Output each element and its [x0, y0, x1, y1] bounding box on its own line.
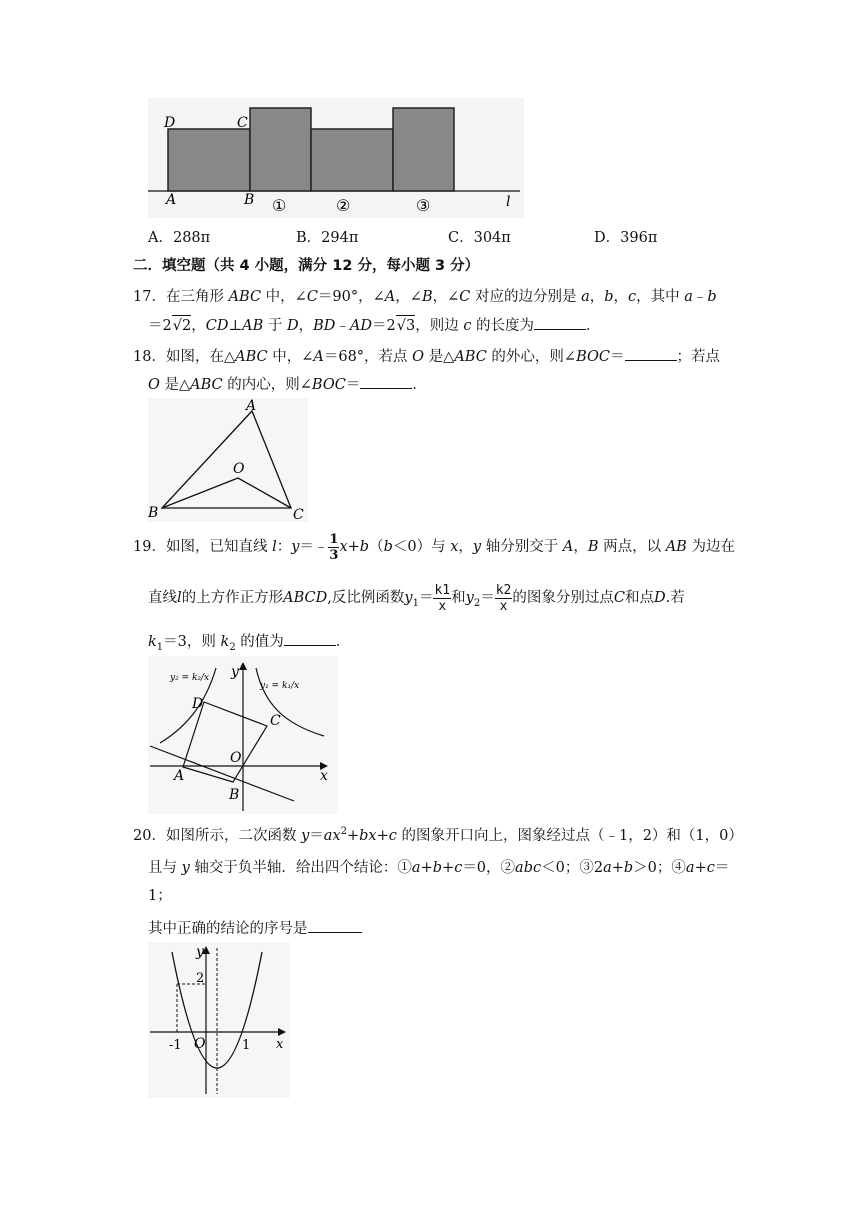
var: b [707, 289, 717, 305]
text: ﹣ [335, 318, 350, 334]
text: 中，∠ [267, 349, 314, 365]
answer-blank[interactable] [360, 374, 412, 389]
question-number: 17． [133, 289, 166, 305]
text: 中，∠ [261, 289, 307, 305]
var: AB [242, 318, 264, 334]
answer-blank[interactable] [625, 346, 677, 361]
text: 为边在 [686, 539, 735, 555]
var: B [421, 289, 433, 305]
var: A [562, 539, 574, 555]
label-x: x [320, 768, 328, 784]
label-neg1: -1 [169, 1038, 182, 1053]
text: ， [191, 318, 206, 334]
var: O [412, 349, 425, 365]
label-y2-formula: y₂ = k₂/x [170, 673, 210, 683]
rectangle-abcd [168, 129, 250, 191]
var: CD [205, 318, 229, 334]
q18-triangle-figure [148, 398, 308, 522]
var: AB [665, 539, 687, 555]
option-letter: A． [148, 230, 173, 246]
text: 的值为 [235, 634, 284, 650]
var: A [384, 289, 396, 305]
var: abc [515, 860, 542, 876]
var: x [450, 539, 459, 555]
text: 对应的边分别是 [470, 289, 582, 305]
text: 于 [263, 318, 287, 334]
text: ＝ [610, 349, 625, 365]
label-circle-3: ③ [416, 196, 431, 215]
option-value: 294π [321, 230, 359, 246]
subscript: 1 [412, 597, 419, 609]
option-c [448, 228, 511, 248]
text: ＝2 [148, 318, 172, 334]
var: D [286, 318, 299, 334]
label-o: O [233, 461, 245, 477]
text: + [346, 828, 360, 844]
var: a [581, 289, 590, 305]
denominator: x [499, 598, 508, 614]
q19-square-hyperbola-figure [148, 656, 338, 814]
var: a [411, 860, 421, 876]
text: ＝0，② [462, 860, 516, 876]
var: y [465, 590, 474, 606]
option-letter: D． [594, 230, 621, 246]
var: a [684, 289, 693, 305]
label-a: A [246, 398, 257, 414]
label-o: O [230, 750, 242, 766]
section-heading: 二．填空题（共 4 小题，满分 12 分，每小题 3 分） [133, 258, 480, 274]
text: ﹣ [692, 289, 708, 305]
label-c: C [270, 713, 281, 729]
text: 轴交于负半轴．给出四个结论：① [189, 860, 412, 876]
denominator: x [438, 598, 447, 614]
denominator: 3 [329, 547, 339, 563]
numerator-sub: 2 [503, 582, 512, 598]
text: 是△ [424, 349, 455, 365]
text: ，∠ [395, 289, 422, 305]
var: D [653, 590, 666, 606]
var: ABC [454, 349, 487, 365]
text: ＜0）与 [392, 539, 451, 555]
var: b [604, 289, 614, 305]
radicand: 3 [405, 318, 416, 334]
text: ＝ [345, 377, 361, 393]
q19-line2 [148, 578, 685, 618]
numerator: k [495, 582, 504, 598]
var: ABCD [283, 590, 328, 606]
option-value: 288π [172, 230, 211, 246]
var: c [463, 318, 472, 334]
text: 直线 [148, 590, 177, 606]
sqrt-2: √2 [172, 315, 191, 336]
label-c: C [237, 115, 248, 131]
text: 两点，以 [598, 539, 666, 555]
var: c [388, 828, 397, 844]
rectangle-2 [311, 129, 393, 191]
text: ⊥ [228, 318, 243, 334]
var: b [623, 860, 634, 876]
q17-line1 [133, 287, 717, 307]
var: AD [349, 318, 372, 334]
label-b: B [244, 192, 255, 208]
text: ， [573, 539, 588, 555]
superscript: 2 [340, 826, 347, 838]
text: 的图象开口向上，图象经过点（﹣1，2）和（1，0） [396, 828, 743, 844]
text: ＝68°，若点 [323, 349, 413, 365]
text: ＝ [309, 828, 324, 844]
var: k [220, 634, 230, 650]
answer-blank[interactable] [534, 315, 586, 330]
option-value: 304π [473, 230, 511, 246]
text: + [442, 860, 455, 876]
label-circle-2: ② [336, 196, 351, 215]
var: x [339, 539, 348, 555]
label-d: D [192, 696, 204, 712]
text: 如图，已知直线 [165, 539, 273, 555]
answer-blank[interactable] [308, 918, 362, 933]
var: l [272, 539, 277, 555]
text: 是△ [159, 377, 191, 393]
text: 的长度为 [471, 318, 535, 334]
fraction-k1-over-x [433, 583, 451, 614]
q16-rectangles-figure [148, 98, 524, 218]
text: 的内心，则∠ [222, 377, 312, 393]
var: A [313, 349, 324, 365]
text: 其中正确的结论的序号是 [148, 921, 308, 937]
label-b: B [148, 505, 159, 521]
option-d [594, 228, 657, 248]
text: 如图，在△ [165, 349, 236, 365]
var: c [628, 289, 637, 305]
var: y [301, 828, 310, 844]
text: ． [335, 634, 351, 650]
text: + [376, 828, 389, 844]
text: ， [613, 289, 629, 305]
text: ＝2 [371, 318, 396, 334]
option-b [296, 228, 358, 248]
text: 在三角形 [165, 289, 229, 305]
numerator-sub: 1 [442, 582, 451, 598]
fraction-one-third [328, 532, 339, 563]
text: 如图所示，二次函数 [165, 828, 302, 844]
q20-line4 [148, 918, 362, 939]
var: C [306, 289, 318, 305]
option-a [148, 228, 210, 248]
fraction-k2-over-x [495, 583, 513, 614]
text: 轴分别交于 [481, 539, 563, 555]
text: ． [586, 318, 601, 334]
text: ， [458, 539, 473, 555]
text: ，则边 [415, 318, 464, 334]
text: + [420, 860, 433, 876]
label-d: D [164, 115, 176, 131]
label-y1-formula: y₁ = k₁/x [260, 681, 300, 691]
label-a: A [166, 192, 177, 208]
var: BD [313, 318, 336, 334]
label-x: x [276, 1037, 284, 1052]
numerator: k [434, 582, 443, 598]
option-letter: C． [448, 230, 474, 246]
sqrt-3: √3 [396, 315, 415, 336]
q18-line2 [148, 374, 427, 395]
subscript: 2 [229, 641, 236, 653]
text: ，其中 [636, 289, 685, 305]
var: b [432, 860, 443, 876]
numerator: 1 [329, 531, 339, 547]
text: ＝﹣ [299, 539, 329, 555]
var: BOC [576, 349, 611, 365]
label-one: 1 [242, 1038, 251, 1053]
square-1 [250, 108, 311, 191]
var: ax [323, 828, 341, 844]
radicand: 2 [181, 318, 192, 334]
text: 的外心，则∠ [486, 349, 577, 365]
text: .若 [665, 590, 685, 606]
var: k [148, 634, 157, 650]
question-number: 19． [133, 539, 166, 555]
label-a: A [174, 768, 185, 784]
var: y [472, 539, 482, 555]
fig20-background [148, 942, 290, 1098]
var: B [587, 539, 599, 555]
var: O [148, 377, 160, 393]
q20-line1 [133, 826, 743, 846]
text: 和 [451, 590, 466, 606]
label-c: C [293, 507, 304, 522]
text: ＜0；③2 [541, 860, 604, 876]
text: ． [412, 377, 427, 393]
var: y [291, 539, 300, 555]
var: bx [359, 828, 377, 844]
question-number: 20． [133, 828, 166, 844]
var: c [706, 860, 715, 876]
var: y [181, 860, 190, 876]
subscript: 1 [156, 641, 164, 653]
q19-line3 [148, 631, 350, 652]
text: ＝3，则 [163, 634, 221, 650]
text: ＝90°，∠ [317, 289, 385, 305]
text: ，∠ [432, 289, 460, 305]
var: b [359, 539, 370, 555]
var: a [685, 860, 695, 876]
option-letter: B． [296, 230, 322, 246]
var: ABC [235, 349, 268, 365]
q17-line2 [148, 315, 601, 336]
text: ；若点 [676, 349, 721, 365]
text: 且与 [148, 860, 182, 876]
label-b: B [229, 787, 240, 803]
label-o: O [194, 1036, 206, 1052]
text: + [694, 860, 707, 876]
text: ： [276, 539, 292, 555]
var: b [383, 539, 393, 555]
label-two: 2 [196, 971, 205, 986]
label-y: y [231, 664, 239, 680]
q20-line3: 1； [148, 888, 172, 904]
text: + [611, 860, 624, 876]
text: ＞0；④ [633, 860, 686, 876]
var: BOC [311, 377, 346, 393]
var: ABC [228, 289, 262, 305]
text: ＝ [714, 860, 730, 876]
subscript: 2 [473, 597, 481, 609]
var: ABC [190, 377, 223, 393]
text: + [347, 539, 360, 555]
var: c [454, 860, 463, 876]
text: 的图象分别过点 [512, 590, 614, 606]
text: （ [369, 539, 384, 555]
q18-line1 [133, 346, 720, 367]
var: C [613, 590, 625, 606]
square-3 [393, 108, 454, 191]
var: l [177, 590, 182, 606]
text: 的上方作正方形 [181, 590, 284, 606]
label-circle-1: ① [272, 196, 287, 215]
text: ， [298, 318, 314, 334]
question-number: 18． [133, 349, 166, 365]
option-value: 396π [620, 230, 658, 246]
text: ,反比例函数 [327, 590, 405, 606]
answer-blank[interactable] [284, 631, 336, 646]
var: y [404, 590, 413, 606]
text: ， [589, 289, 605, 305]
text: ＝ [418, 590, 434, 606]
var: C [459, 289, 471, 305]
var: a [603, 860, 612, 876]
label-y: y [196, 944, 204, 960]
q20-line2 [148, 858, 729, 878]
label-l: l [506, 194, 511, 210]
text: ＝ [480, 590, 495, 606]
q19-line1 [133, 530, 735, 564]
q20-parabola-figure [148, 942, 290, 1098]
text: 和点 [624, 590, 654, 606]
